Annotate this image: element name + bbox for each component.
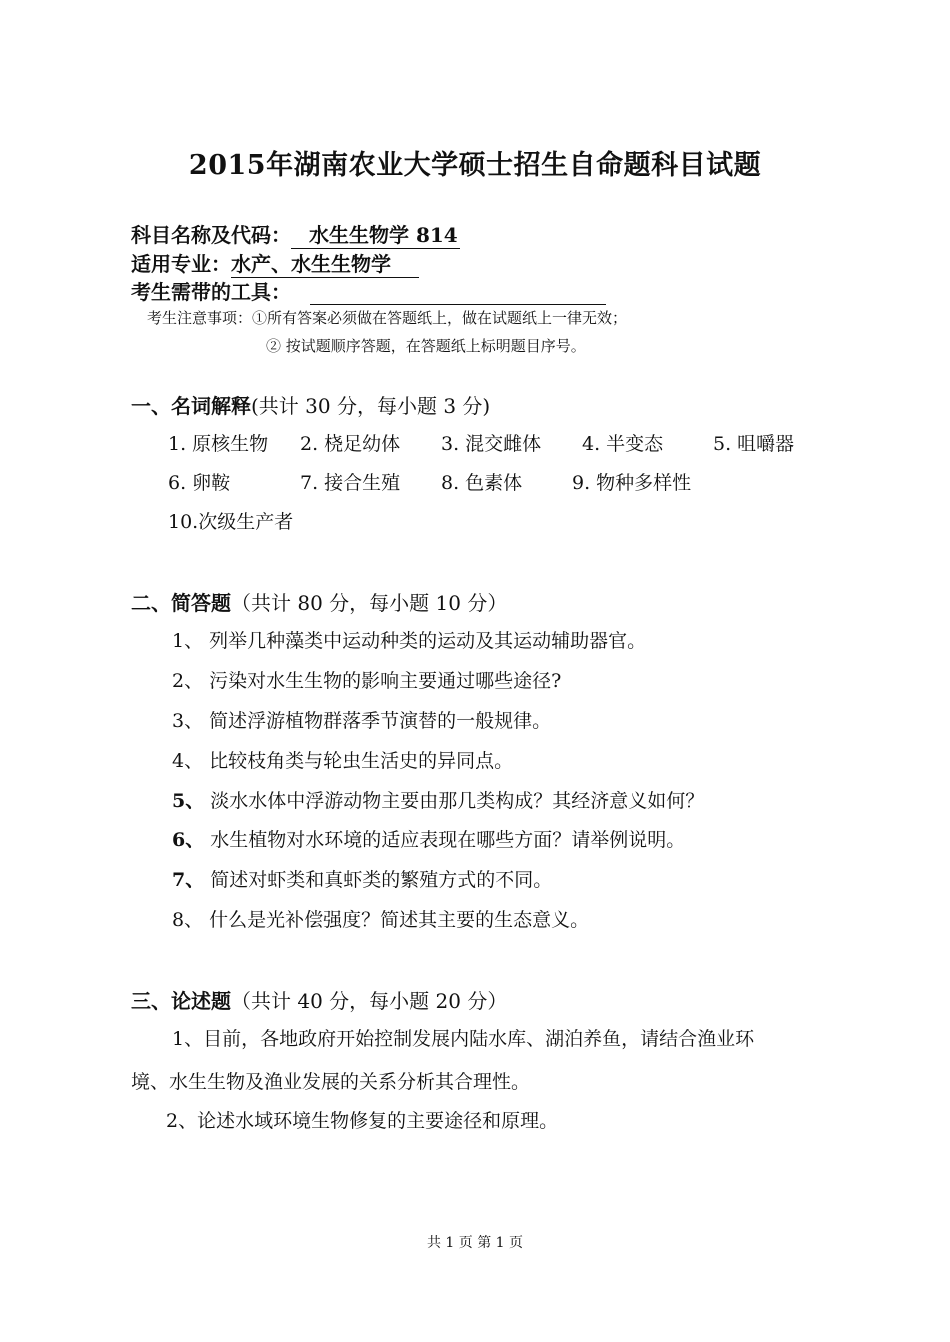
essay-1-line-1: 1、目前，各地政府开始控制发展内陆水库、湖泊养鱼，请结合渔业环 xyxy=(172,1028,755,1050)
subject-value xyxy=(291,219,460,249)
section-1-score: (共计 30 分，每小题 3 分) xyxy=(251,394,491,418)
term-9: 9. 物种多样性 xyxy=(572,472,692,494)
tools-label: 考生需带的工具： xyxy=(131,280,291,304)
question-8-num: 8、 xyxy=(172,909,204,931)
question-6 xyxy=(172,825,685,852)
subject-label: 科目名称及代码： xyxy=(131,223,291,247)
essay-2: 2、论述水域环境生物修复的主要途径和原理。 xyxy=(166,1110,559,1132)
section-3-title: 三、论述题 xyxy=(131,989,231,1013)
major-value-text: 水产、水生生物学 xyxy=(231,252,391,276)
term-3: 3. 混交雌体 xyxy=(441,433,542,455)
notice-line-1: 考生注意事项：①所有答案必须做在答题纸上，做在试题纸上一律无效； xyxy=(147,309,628,327)
question-4-text: 比较枝角类与轮虫生活史的异同点。 xyxy=(209,750,514,772)
tools-blank xyxy=(310,284,606,305)
major-label: 适用专业： xyxy=(131,252,231,276)
question-2 xyxy=(172,666,561,693)
question-6-text: 水生植物对水环境的适应表现在哪些方面？请举例说明。 xyxy=(210,829,686,851)
question-1-num: 1、 xyxy=(172,630,204,652)
question-3 xyxy=(172,706,551,733)
question-7 xyxy=(172,865,552,892)
term-2: 2. 桡足幼体 xyxy=(300,433,401,455)
question-5 xyxy=(172,786,704,813)
question-5-text: 淡水水体中浮游动物主要由那几类构成？其经济意义如何？ xyxy=(210,790,705,812)
term-6: 6. 卵鞍 xyxy=(168,472,231,494)
major-value xyxy=(231,248,419,278)
question-6-num: 6、 xyxy=(172,829,205,851)
question-1-text: 列举几种藻类中运动种类的运动及其运动辅助器官。 xyxy=(209,630,647,652)
section-1-heading xyxy=(131,390,490,419)
term-1: 1. 原核生物 xyxy=(168,433,269,455)
section-1-title: 一、名词解释 xyxy=(131,394,251,418)
question-4 xyxy=(172,746,513,773)
question-2-num: 2、 xyxy=(172,670,204,692)
question-1 xyxy=(172,626,646,653)
subject-value-text: 水生生物学 814 xyxy=(309,223,458,247)
question-7-text: 简述对虾类和真虾类的繁殖方式的不同。 xyxy=(210,869,553,891)
question-4-num: 4、 xyxy=(172,750,204,772)
major-row xyxy=(131,248,419,278)
subject-row xyxy=(131,219,460,249)
section-2-score: （共计 80 分，每小题 10 分） xyxy=(231,591,508,615)
notice-line-2: ② 按试题顺序答题，在答题纸上标明题目序号。 xyxy=(266,337,586,355)
term-5: 5. 咀嚼器 xyxy=(713,433,795,455)
question-3-text: 简述浮游植物群落季节演替的一般规律。 xyxy=(209,710,552,732)
question-8-text: 什么是光补偿强度？简述其主要的生态意义。 xyxy=(209,909,590,931)
question-8 xyxy=(172,905,589,932)
question-3-num: 3、 xyxy=(172,710,204,732)
term-8: 8. 色素体 xyxy=(441,472,523,494)
tools-row xyxy=(131,276,606,305)
question-5-num: 5、 xyxy=(172,790,205,812)
section-2-heading xyxy=(131,587,507,616)
section-2-title: 二、简答题 xyxy=(131,591,231,615)
section-3-score: （共计 40 分，每小题 20 分） xyxy=(231,989,508,1013)
page-title: 2015年湖南农业大学硕士招生自命题科目试题 xyxy=(188,150,762,181)
question-2-text: 污染对水生生物的影响主要通过哪些途径? xyxy=(209,670,562,692)
term-7: 7. 接合生殖 xyxy=(300,472,401,494)
essay-1-line-2: 境、水生生物及渔业发展的关系分析其合理性。 xyxy=(131,1071,531,1093)
section-3-heading xyxy=(131,985,507,1014)
term-10: 10.次级生产者 xyxy=(168,511,294,533)
page-footer: 共 1 页 第 1 页 xyxy=(426,1235,524,1251)
question-7-num: 7、 xyxy=(172,869,205,891)
term-4: 4. 半变态 xyxy=(582,433,664,455)
